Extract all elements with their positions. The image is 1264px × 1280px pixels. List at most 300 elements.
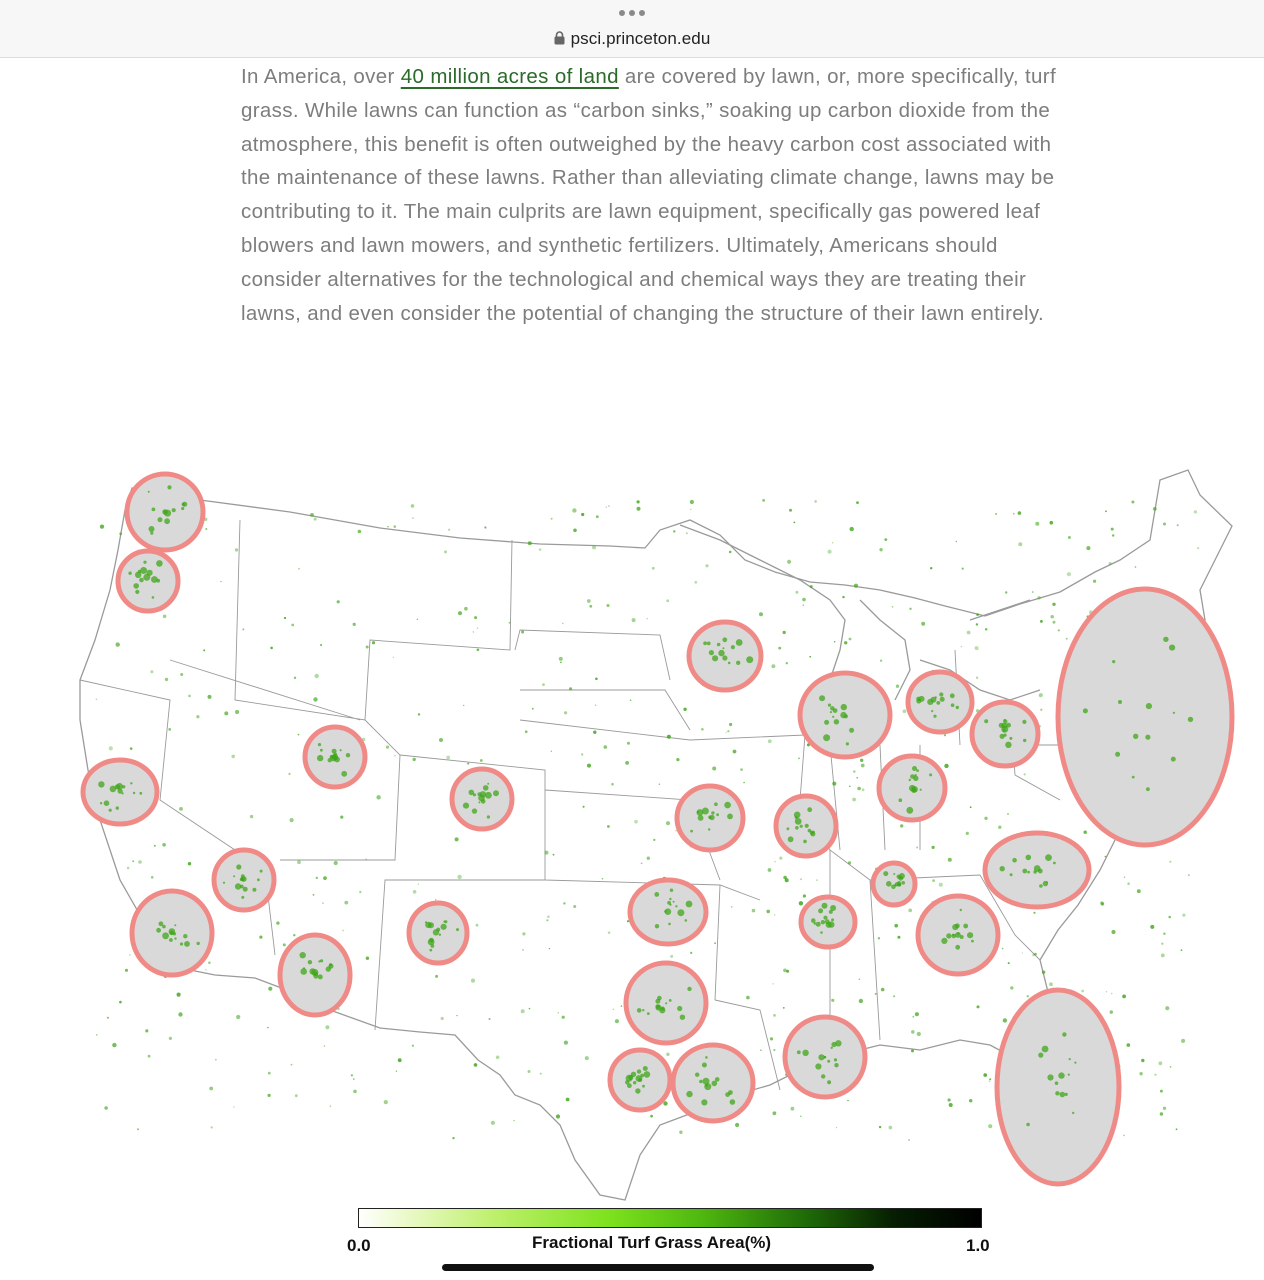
city-turf-speck <box>257 878 260 881</box>
home-indicator[interactable] <box>442 1264 874 1271</box>
turf-speck <box>553 854 555 856</box>
turf-speck <box>809 656 811 658</box>
city-turf-speck <box>714 802 718 806</box>
turf-speck <box>562 1016 565 1019</box>
turf-speck <box>581 513 584 516</box>
turf-speck <box>116 642 120 646</box>
city-turf-speck <box>140 567 147 574</box>
city-turf-speck <box>802 1050 808 1056</box>
turf-speck <box>690 952 692 954</box>
turf-speck <box>387 526 388 527</box>
turf-speck <box>411 504 415 508</box>
turf-speck <box>966 832 969 835</box>
city-turf-speck <box>243 887 248 892</box>
turf-speck <box>283 943 286 946</box>
turf-speck <box>1018 511 1022 515</box>
turf-speck <box>324 1045 326 1047</box>
city-turf-speck <box>835 1040 841 1046</box>
city-turf-speck <box>665 908 672 915</box>
turf-speck <box>789 509 792 512</box>
turf-speck <box>595 704 597 706</box>
turf-speck <box>268 1094 271 1097</box>
turf-speck <box>675 830 676 831</box>
turf-speck <box>471 979 475 983</box>
turf-speck <box>298 734 300 736</box>
city-turf-speck <box>116 806 119 809</box>
city-turf-speck <box>823 916 827 920</box>
city-turf-speck <box>956 706 959 709</box>
city-turf-speck <box>655 924 659 928</box>
turf-speck <box>458 611 462 615</box>
city-turf-speck <box>152 596 155 599</box>
city-turf-speck <box>912 766 917 771</box>
turf-speck <box>1169 861 1171 863</box>
city-turf-speck <box>477 792 481 796</box>
turf-speck <box>587 764 591 768</box>
city-turf-speck <box>680 1015 685 1020</box>
city-turf-speck <box>631 1072 636 1077</box>
city-turf-speck <box>797 1050 801 1054</box>
turf-speck <box>473 631 474 632</box>
city-turf-speck <box>936 701 940 705</box>
turf-speck <box>236 1015 240 1019</box>
city-turf-speck <box>181 507 184 510</box>
turf-speck <box>803 604 805 606</box>
city-turf-speck <box>439 934 441 936</box>
city-turf-speck <box>143 561 146 564</box>
city-turf-speck <box>104 800 110 806</box>
city-turf-speck <box>911 787 913 789</box>
turf-speck <box>637 507 641 511</box>
turf-speck <box>125 969 128 972</box>
city-turf-speck <box>1118 700 1122 704</box>
turf-speck <box>783 1007 785 1009</box>
city-turf-speck <box>703 641 707 645</box>
address-bar[interactable] <box>0 29 1264 49</box>
city-turf-speck <box>1043 881 1048 886</box>
city-turf-speck <box>182 502 187 507</box>
turf-speck <box>859 979 861 981</box>
city-turf-speck <box>320 959 323 962</box>
turf-speck <box>1040 620 1043 623</box>
turf-speck <box>1068 536 1071 539</box>
turf-speck <box>521 631 524 634</box>
turf-speck <box>795 591 798 594</box>
turf-speck <box>666 821 670 825</box>
turf-speck <box>1093 580 1096 583</box>
turf-speck <box>690 509 691 510</box>
turf-speck <box>1037 596 1040 599</box>
urban-highlight-ellipse <box>626 963 706 1043</box>
turf-speck <box>1124 877 1125 878</box>
turf-speck <box>250 815 253 818</box>
turf-speck <box>831 999 834 1002</box>
turf-speck <box>896 685 899 688</box>
city-turf-speck <box>1026 855 1032 861</box>
turf-speck <box>909 608 911 610</box>
turf-speck <box>1105 510 1107 512</box>
turf-speck <box>372 641 375 644</box>
turf-speck <box>714 942 716 944</box>
turf-speck <box>208 961 211 964</box>
city-turf-speck <box>633 1081 636 1084</box>
turf-speck <box>477 627 479 629</box>
turf-speck <box>607 604 610 607</box>
turf-speck <box>810 585 813 588</box>
turf-speck <box>1040 709 1042 711</box>
turf-speck <box>861 764 865 768</box>
turf-speck <box>560 662 562 664</box>
acres-of-land-link[interactable]: 40 million acres of land <box>400 65 619 88</box>
turf-speck <box>774 861 776 863</box>
turf-speck <box>917 1032 921 1036</box>
city-turf-speck <box>169 938 173 942</box>
turf-speck <box>573 529 577 533</box>
city-turf-speck <box>893 873 895 875</box>
city-turf-speck <box>1163 637 1168 642</box>
turf-speck <box>393 657 394 658</box>
turf-speck <box>351 1074 353 1076</box>
turf-speck <box>564 711 567 714</box>
turf-speck <box>1109 562 1112 565</box>
turf-speck <box>921 622 925 626</box>
turf-speck <box>592 545 596 549</box>
city-turf-speck <box>814 922 817 925</box>
turf-speck <box>474 616 477 619</box>
turf-speck <box>613 1009 614 1010</box>
city-turf-speck <box>668 923 671 926</box>
turf-speck <box>975 646 979 650</box>
turf-speck <box>564 1041 568 1045</box>
highlight-circle <box>1058 589 1232 845</box>
turf-speck <box>109 746 113 750</box>
city-turf-speck <box>821 920 825 924</box>
turf-speck <box>659 783 661 785</box>
turf-speck <box>712 767 716 771</box>
city-turf-speck <box>920 789 922 791</box>
turf-speck <box>205 528 207 530</box>
turf-speck <box>496 1056 500 1060</box>
turf-speck <box>1081 990 1084 993</box>
turf-speck <box>641 862 643 864</box>
city-turf-speck <box>1000 734 1005 739</box>
urban-highlight-ellipse <box>409 903 467 963</box>
turf-speck <box>1160 1112 1163 1115</box>
city-turf-speck <box>1038 869 1043 874</box>
city-turf-speck <box>156 560 163 567</box>
city-turf-speck <box>1045 854 1052 861</box>
turf-speck <box>676 758 679 761</box>
urban-highlight-ellipse <box>997 990 1119 1184</box>
turf-speck <box>911 1049 914 1052</box>
turf-speck <box>860 759 863 762</box>
turf-speck <box>802 598 806 602</box>
turf-speck <box>621 1005 623 1007</box>
turf-speck <box>944 734 946 736</box>
turf-speck <box>513 1120 514 1121</box>
turf-speck <box>800 878 802 880</box>
city-turf-speck <box>1132 776 1135 779</box>
city-turf-speck <box>929 773 932 776</box>
turf-speck <box>268 1072 271 1075</box>
turf-speck <box>589 605 592 608</box>
turf-speck <box>276 921 279 924</box>
city-turf-speck <box>100 802 102 804</box>
turf-speck <box>551 518 553 520</box>
city-turf-speck <box>425 921 427 923</box>
city-turf-speck <box>899 798 903 802</box>
turf-speck <box>663 1101 667 1105</box>
city-turf-speck <box>441 924 447 930</box>
city-turf-speck <box>332 749 337 754</box>
turf-speck <box>137 1128 139 1130</box>
turf-speck <box>231 755 235 759</box>
city-turf-speck <box>823 734 830 741</box>
turf-speck <box>484 526 486 528</box>
turf-speck <box>394 525 397 528</box>
urban-highlight-ellipse <box>118 551 178 611</box>
turf-speck <box>522 932 525 935</box>
turf-speck <box>847 1100 848 1101</box>
turf-speck <box>743 782 745 784</box>
city-turf-speck <box>156 928 161 933</box>
city-turf-speck <box>722 647 724 649</box>
turf-speck <box>112 1043 116 1047</box>
turf-speck <box>1188 874 1190 876</box>
turf-speck <box>803 894 806 897</box>
city-turf-speck <box>443 921 445 923</box>
city-turf-speck <box>469 790 475 796</box>
city-turf-speck <box>148 491 150 493</box>
turf-speck <box>477 649 480 652</box>
turf-speck <box>491 1121 495 1125</box>
city-turf-speck <box>1083 708 1088 713</box>
city-turf-speck <box>429 938 434 943</box>
city-turf-speck <box>644 1071 651 1078</box>
turf-speck <box>602 878 603 879</box>
turf-speck <box>731 906 733 908</box>
city-turf-speck <box>950 693 955 698</box>
city-turf-speck <box>822 903 828 909</box>
turf-speck <box>1181 949 1183 951</box>
turf-speck <box>786 970 789 973</box>
turf-speck <box>690 500 694 504</box>
turf-speck <box>1131 501 1134 504</box>
urban-highlight-ellipse <box>785 1017 865 1097</box>
city-turf-speck <box>669 999 672 1002</box>
turf-speck <box>179 807 183 811</box>
turf-speck <box>413 758 416 761</box>
city-turf-speck <box>1145 735 1150 740</box>
turf-speck <box>294 677 296 679</box>
turf-speck <box>1160 1090 1163 1093</box>
turf-speck <box>875 993 877 995</box>
turf-speck <box>625 761 629 765</box>
turf-speck <box>288 773 290 775</box>
city-turf-speck <box>724 802 731 809</box>
city-turf-speck <box>1042 1046 1049 1053</box>
city-turf-speck <box>151 576 158 583</box>
url-text: psci.princeton.edu <box>570 29 711 48</box>
city-turf-speck <box>677 1006 682 1011</box>
turf-speck <box>489 1018 491 1020</box>
city-turf-speck <box>698 815 704 821</box>
turf-speck <box>961 646 963 648</box>
turf-speck <box>878 937 880 939</box>
turf-speck <box>773 1111 777 1115</box>
turf-speck <box>1042 971 1045 974</box>
city-turf-speck <box>260 870 263 873</box>
city-turf-speck <box>788 836 794 842</box>
colorbar-min-label: 0.0 <box>347 1236 371 1255</box>
city-turf-speck <box>1023 739 1026 742</box>
turf-speck <box>1127 1043 1131 1047</box>
turf-speck <box>884 538 887 541</box>
turf-speck <box>859 999 863 1003</box>
city-turf-speck <box>841 704 847 710</box>
turf-speck <box>366 957 369 960</box>
turf-speck <box>358 530 362 534</box>
city-turf-speck <box>478 801 480 803</box>
turf-speck <box>791 1107 795 1111</box>
city-turf-speck <box>834 719 839 724</box>
city-turf-speck <box>318 743 321 746</box>
city-turf-speck <box>317 755 323 761</box>
city-turf-speck <box>133 792 135 794</box>
turf-speck <box>1084 831 1087 834</box>
turf-speck <box>1163 933 1165 935</box>
turf-speck <box>667 735 671 739</box>
turf-speck <box>242 628 244 630</box>
city-turf-speck <box>834 1063 838 1067</box>
city-turf-speck <box>897 881 901 885</box>
city-turf-speck <box>472 808 477 813</box>
city-turf-speck <box>647 1012 650 1015</box>
turf-speck <box>412 517 414 519</box>
turf-speck <box>786 662 788 664</box>
turf-speck <box>342 930 344 932</box>
turf-speck <box>180 673 183 676</box>
turf-speck <box>783 876 787 880</box>
city-turf-speck <box>637 1069 641 1073</box>
turf-speck <box>323 876 327 880</box>
turf-speck <box>581 753 583 755</box>
turf-speck <box>949 1103 953 1107</box>
city-turf-speck <box>909 779 911 781</box>
turf-speck <box>854 584 858 588</box>
turf-speck <box>413 890 417 894</box>
city-turf-speck <box>939 692 943 696</box>
urban-highlight-ellipse <box>214 850 274 910</box>
turf-speck <box>879 548 882 551</box>
city-turf-speck <box>1133 734 1138 739</box>
turf-speck <box>787 560 791 564</box>
turf-speck <box>1163 1107 1166 1110</box>
city-turf-speck <box>135 590 139 594</box>
turf-speck <box>849 786 851 788</box>
turf-speck <box>224 711 228 715</box>
turf-speck <box>165 678 168 681</box>
turf-speck <box>205 969 206 970</box>
turf-speck <box>259 936 262 939</box>
turf-speck <box>903 709 907 713</box>
city-turf-speck <box>840 712 846 718</box>
turf-speck <box>727 730 729 732</box>
city-turf-speck <box>1001 726 1008 733</box>
turf-speck <box>169 1037 172 1040</box>
turf-speck <box>315 674 319 678</box>
city-turf-speck <box>1112 660 1115 663</box>
turf-speck <box>551 751 552 752</box>
city-turf-speck <box>722 637 727 642</box>
turf-speck <box>800 1116 802 1118</box>
city-turf-speck <box>703 1078 710 1085</box>
city-turf-speck <box>173 932 176 935</box>
turf-speck <box>267 1027 269 1029</box>
turf-speck <box>119 532 122 535</box>
city-turf-speck <box>654 892 659 897</box>
turf-speck <box>583 806 585 808</box>
turf-speck <box>608 931 611 934</box>
city-turf-speck <box>341 771 347 777</box>
turf-speck <box>916 847 918 849</box>
city-turf-speck <box>816 922 821 927</box>
turf-speck <box>394 755 395 756</box>
turf-speck <box>480 759 483 762</box>
turf-speck <box>1176 1128 1178 1130</box>
urban-highlight-ellipse <box>873 863 915 905</box>
city-turf-speck <box>1047 1074 1053 1080</box>
turf-speck <box>353 1078 355 1080</box>
turf-speck <box>211 1126 213 1128</box>
turf-speck <box>1018 542 1022 546</box>
city-turf-speck <box>487 783 489 785</box>
more-dots-icon[interactable] <box>619 10 645 16</box>
turf-speck <box>611 783 614 786</box>
city-turf-speck <box>1039 884 1043 888</box>
city-turf-speck <box>730 1099 736 1105</box>
turf-speck <box>435 899 436 900</box>
turf-speck <box>746 996 750 1000</box>
turf-speck <box>177 993 181 997</box>
turf-speck <box>666 599 669 602</box>
turf-speck <box>759 612 763 616</box>
city-turf-speck <box>340 749 342 751</box>
turf-speck <box>127 867 130 870</box>
turf-speck <box>1170 1066 1172 1068</box>
turf-speck <box>849 638 852 641</box>
city-turf-speck <box>180 942 183 945</box>
turf-speck <box>569 687 572 690</box>
turf-speck <box>154 845 156 847</box>
turf-speck <box>1111 993 1113 995</box>
turf-speck <box>760 1049 762 1051</box>
turf-speck <box>474 1063 478 1067</box>
turf-speck <box>398 1058 402 1062</box>
turf-speck <box>441 1017 444 1020</box>
turf-speck <box>1049 982 1053 986</box>
turf-speck <box>606 507 607 508</box>
urban-highlight-ellipse <box>132 891 212 975</box>
turf-speck <box>310 513 314 517</box>
city-turf-speck <box>931 710 933 712</box>
turf-speck <box>587 599 591 603</box>
turf-speck <box>563 902 565 904</box>
city-turf-speck <box>223 882 225 884</box>
turf-speck <box>1111 528 1114 531</box>
city-turf-speck <box>941 938 947 944</box>
city-turf-speck <box>174 924 176 926</box>
